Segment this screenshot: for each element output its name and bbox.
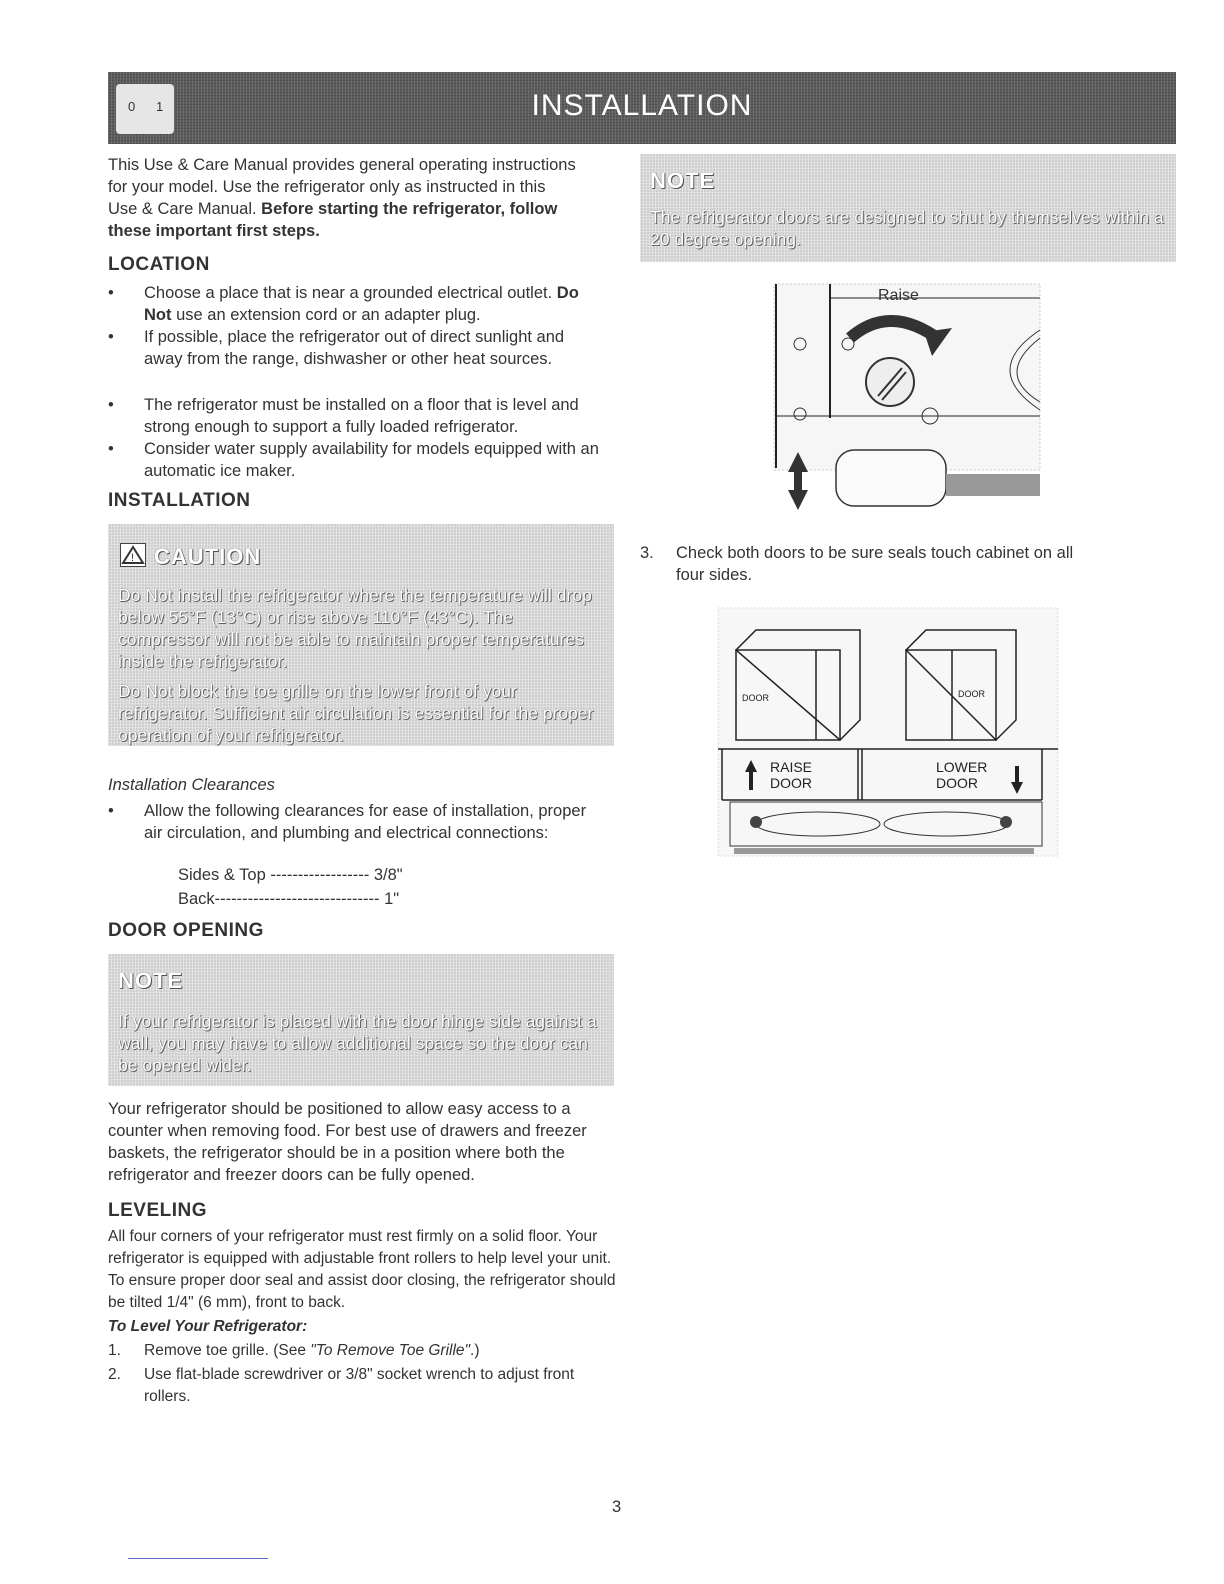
leveling-heading: LEVELING — [108, 1200, 208, 1221]
page-number: 3 — [612, 1498, 622, 1516]
caution-box — [108, 524, 614, 746]
left-roller-screw-icon — [750, 816, 762, 828]
door-opening-heading: DOOR OPENING — [108, 920, 264, 941]
location-heading: LOCATION — [108, 254, 210, 275]
footer-rule — [128, 1558, 268, 1559]
door-note-label: NOTE — [118, 968, 184, 993]
svg-text:RAISE: RAISE — [770, 759, 813, 775]
raise-label: Raise — [878, 287, 919, 304]
back-clearance: Back------------------------------ 1" — [178, 890, 400, 908]
svg-text:DOOR: DOOR — [770, 775, 812, 791]
right-note-label: NOTE — [650, 168, 716, 193]
svg-text:DOOR: DOOR — [958, 689, 985, 699]
right-roller-screw-icon — [1000, 816, 1012, 828]
door-note-text: If your refrigerator is placed with the door hinge side against a wall, you may have to allow additional space so the door can be opened wider. — [118, 1011, 597, 1075]
installation-heading: INSTALLATION — [108, 490, 251, 511]
door-alignment-figure — [716, 604, 1066, 860]
svg-text:DOOR: DOOR — [936, 775, 978, 791]
intro-text: This Use & Care Manual provides general operating instructions for your model. Use the refrigerator only as instructed in this Use & Care Manual. — [108, 156, 576, 218]
intro-paragraph — [108, 154, 578, 242]
door-note-box — [108, 954, 614, 1086]
svg-text:LOWER: LOWER — [936, 759, 988, 775]
badge-right: 1 — [156, 99, 164, 114]
caution-text-2: Do Not block the toe grille on the lower front of your refrigerator. Sufficient air circulation is essential for the proper operation of your refrigerator. — [118, 681, 594, 745]
leveling-step-1: 1. Remove toe grille. (See "To Remove Toe Grille".) — [108, 1342, 480, 1359]
intro-bold: Before starting the refrigerator, follow these important first steps. — [108, 200, 558, 240]
badge-left: 0 — [128, 99, 136, 114]
step-3: 3. Check both doors to be sure seals touch cabinet on all four sides. — [640, 544, 1074, 584]
clearances-heading: Installation Clearances — [108, 776, 275, 794]
caution-text-1: Do Not install the refrigerator where the temperature will drop below 55°F (13°C) or rise above 110°F (43°C). The compressor will not be able to maintain proper temperatures inside the refrigerator. — [118, 585, 592, 671]
right-note-box — [640, 154, 1176, 262]
caution-label: CAUTION — [154, 544, 262, 569]
leveling-step-2: 2. Use flat-blade screwdriver or 3/8" socket wrench to adjust front rollers. — [108, 1366, 575, 1405]
right-note-text: The refrigerator doors are designed to shut by themselves within a 20 degree opening. — [650, 207, 1164, 249]
roller-adjust-figure — [700, 278, 1050, 514]
door-opening-text: Your refrigerator should be positioned to allow easy access to a counter when removing food. For best use of drawers and freezer baskets, the refrigerator should be in a position where both the refrigerator and freezer doors can be fully opened. — [108, 1100, 587, 1184]
page-title: INSTALLATION — [531, 89, 753, 122]
sides-clearance: Sides & Top ------------------ 3/8" — [178, 866, 403, 884]
leveling-text: All four corners of your refrigerator must rest firmly on a solid floor. Your refrigerator is equipped with adjustable front rollers to help level your unit. To ensure proper door seal and assist door closing, the refrigerator should be tilted 1/4" (6 mm), front to back. — [108, 1228, 616, 1311]
svg-text:!: ! — [131, 552, 135, 564]
leveling-subheading: To Level Your Refrigerator: — [108, 1318, 308, 1335]
warning-icon — [120, 543, 146, 567]
svg-text:DOOR: DOOR — [742, 693, 769, 703]
header-banner — [108, 72, 1176, 144]
